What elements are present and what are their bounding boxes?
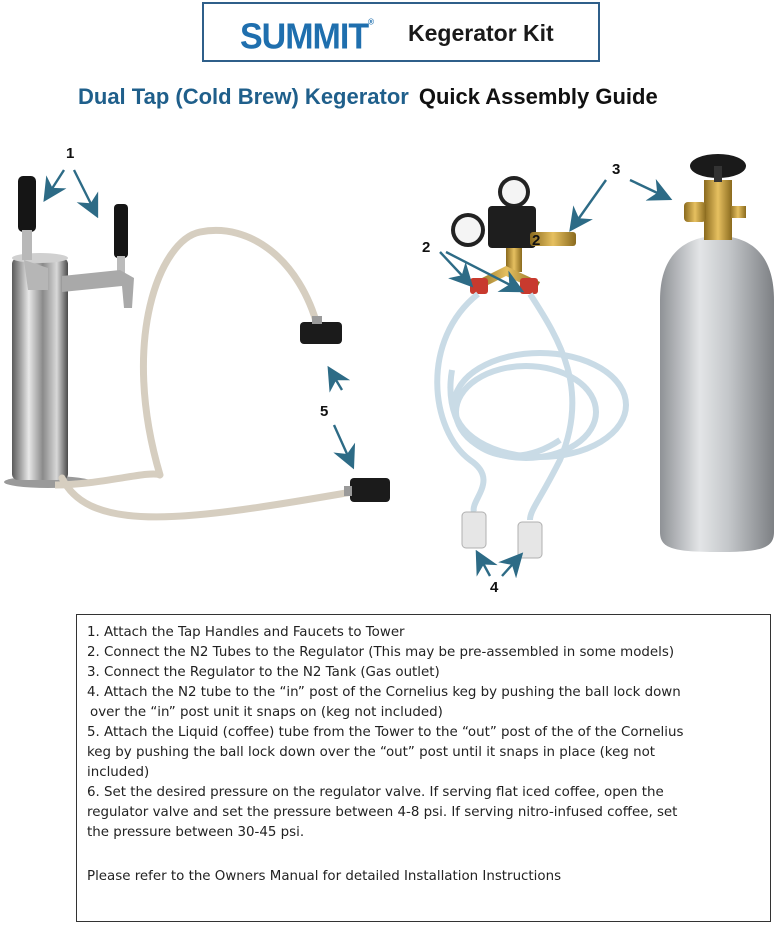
step-6: 6. Set the desired pressure on the regulator valve. If serving flat iced coffee, open the (87, 785, 664, 800)
step-1: 1. Attach the Tap Handles and Faucets to Tower (87, 625, 405, 640)
ball-lock-lower (344, 478, 390, 502)
callout-2b: 2 (532, 232, 541, 249)
step-3: 3. Connect the Regulator to the N2 Tank (Gas outlet) (87, 665, 440, 680)
step-4: 4. Attach the N2 tube to the “in” post of the Cornelius keg by pushing the ball lock down (87, 685, 681, 700)
step-6-cont: regulator valve and set the pressure between 4-8 psi. If serving nitro-infused coffee, set (87, 805, 678, 820)
product-name: Dual Tap (Cold Brew) Kegerator (78, 84, 409, 109)
callout-5: 5 (320, 403, 329, 420)
regulator (451, 176, 576, 294)
step-5-cont2: included) (87, 765, 150, 780)
instructions-box (76, 614, 771, 922)
callout-4: 4 (490, 579, 499, 596)
callout-3: 3 (612, 161, 621, 178)
gas-tubes (437, 294, 626, 520)
header-box (202, 2, 600, 62)
kit-title: Kegerator Kit (408, 20, 554, 46)
ball-lock-upper (300, 316, 342, 344)
step-6-cont2: the pressure between 30-45 psi. (87, 825, 305, 840)
callout-2: 2 (422, 239, 431, 256)
guide-name: Quick Assembly Guide (418, 84, 658, 109)
manual-note: Please refer to the Owners Manual for detailed Installation Instructions (87, 869, 562, 884)
page-subtitle (78, 84, 658, 110)
n2-tank (660, 154, 774, 552)
summit-logo: SUMMIT® (240, 17, 373, 57)
assembly-diagram (0, 140, 777, 600)
step-4-cont: over the “in” post unit it snaps on (keg not included) (90, 705, 443, 720)
tap-tower (4, 176, 134, 488)
step-5: 5. Attach the Liquid (coffee) tube from the Tower to the “out” post of the of the Cornelius (87, 725, 684, 740)
step-5-cont: keg by pushing the ball lock down over the “out” post until it snaps in place (keg not (87, 745, 656, 760)
step-2: 2. Connect the N2 Tubes to the Regulator (This may be pre-assembled in some models) (87, 645, 675, 660)
callout-1: 1 (66, 145, 75, 162)
